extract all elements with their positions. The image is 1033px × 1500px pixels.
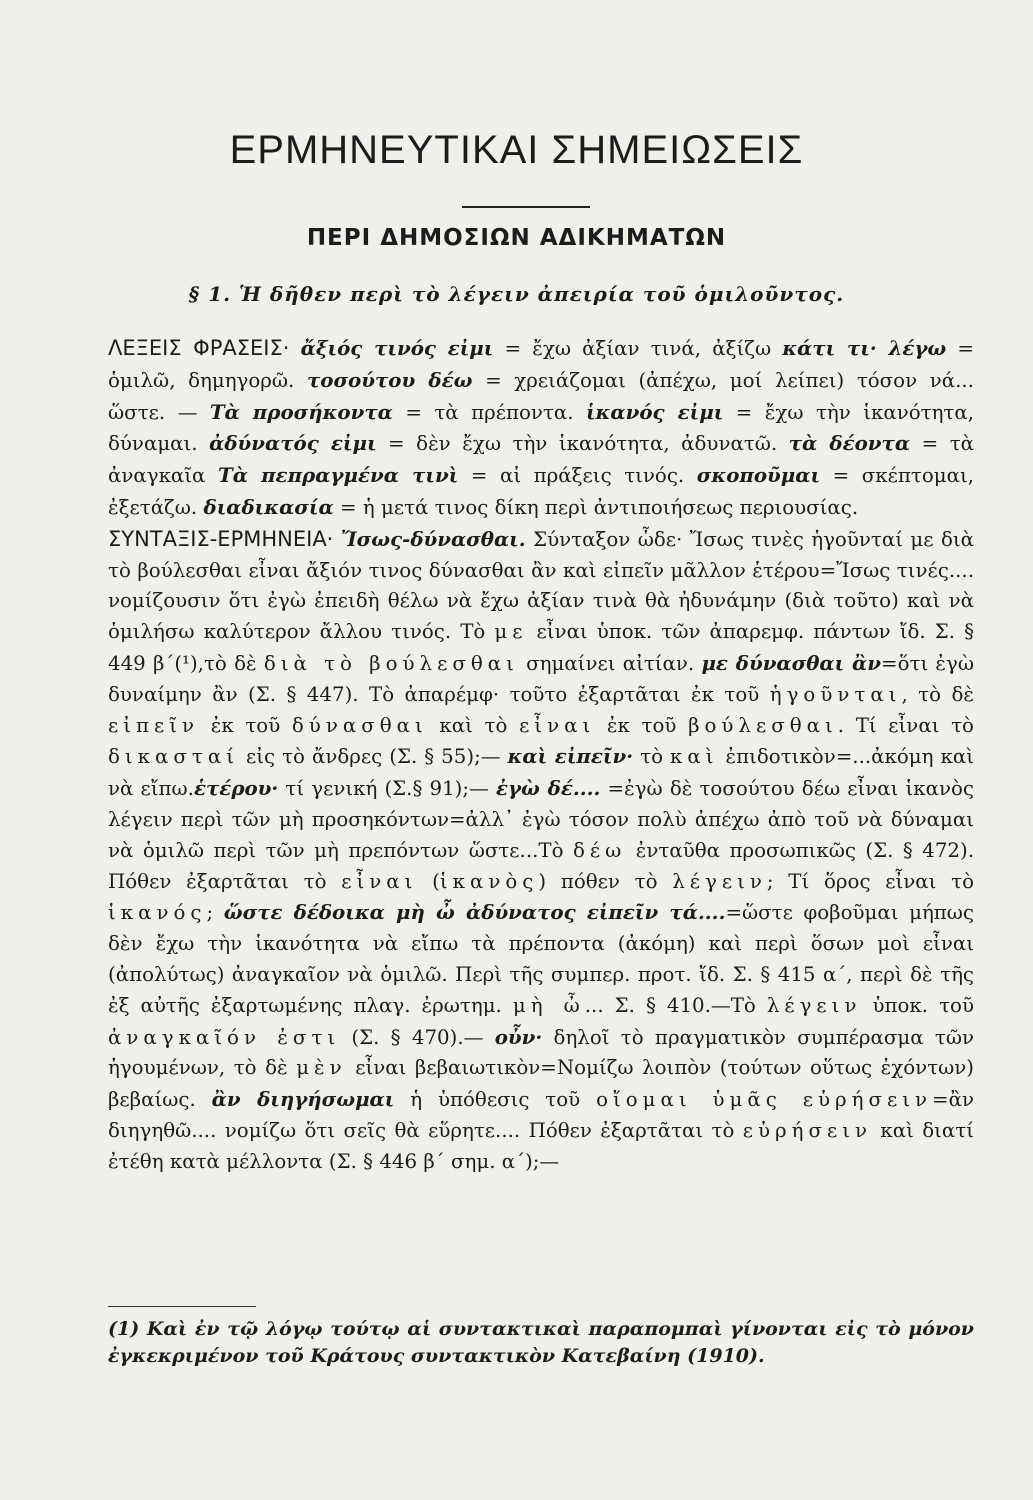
text-run: ; Τί ὅρος εἶναι τὸ <box>766 869 974 893</box>
text-run: = δὲν ἔχω τὴν ἱκανότητα, ἀδυνατῶ. <box>376 432 789 456</box>
text-run: = ἔχω ἀξίαν τινά, ἀξίζω <box>493 337 783 360</box>
spaced-run: δύνασθαι <box>291 713 428 737</box>
syntaxis-text <box>108 528 974 1173</box>
spaced-run: ἀναγκαῖόν ἐστι <box>108 1025 341 1049</box>
text-run: ἡ ὑπόθεσις τοῦ <box>394 1088 597 1112</box>
emphasis-run: καὶ εἰπεῖν· <box>507 744 634 769</box>
emphasis-run: Τὰ πεπραγμένα τινὶ <box>217 463 459 488</box>
title-rule <box>462 206 590 208</box>
text-run: = χρειάζομαι (ἀπέχω, μοί λείπει) τόσον νά... ὥστε. — <box>108 368 974 424</box>
spaced-run: μὴ ὦ <box>512 993 585 1017</box>
spaced-run: δέω <box>572 838 627 862</box>
text-run: = τὰ ἀναγκαῖα <box>108 432 975 488</box>
emphasis-run: Τὰ προσήκοντα <box>209 399 393 424</box>
text-run: σημαίνει αἰτίαν. <box>518 651 702 675</box>
footnote-rule <box>108 1306 256 1307</box>
text-run: = ἡ μετά τινος δίκη περὶ ἀντιποιήσεως περιουσίας. <box>333 495 859 519</box>
spaced-run: εἶναι <box>519 713 596 737</box>
spaced-run: καὶ <box>670 745 719 769</box>
emphasis-run: με δύνασθαι ἂν <box>701 650 882 675</box>
text-run: =ὥστε φοβοῦμαι μήπως δὲν ἔχω τὴν ἱκανότητα νὰ εἴπω τὰ πρέποντα (ἀκόμη) καὶ περὶ ὅσων μοὶ εἶναι (ἀπολύτως) ἀναγκαῖον νὰ ὁμιλῶ. Περὶ τῆς συμπερ. προτ. ἴδ. Σ. § 415 α΄, περὶ δὲ τῆς ἐξ αὐτῆς ἐξαρτωμένης πλαγ. ἐρωτημ. <box>108 901 974 1017</box>
lexeis-label: ΛΕΞΕΙΣ ΦΡΑΣΕΙΣ· <box>108 336 290 360</box>
spaced-run: λέγειν <box>672 869 767 893</box>
text-run: ( <box>417 869 440 893</box>
text-run: εἶναι ὑποκ. τῶν ἀπαρεμφ. πάντων ἴδ. Σ. § 449 β΄(¹),τὸ δὲ <box>108 620 974 675</box>
spaced-run: ἱκανὸς <box>439 869 539 893</box>
text-run: καὶ τὸ <box>427 713 520 737</box>
text-run: =ἂν διηγηθῶ.... νομίζω ὅτι σεῖς θὰ εὕρητε.... Πόθεν ἐξαρτᾶται τὸ <box>108 1088 974 1142</box>
text-run: = τὰ πρέποντα. <box>392 400 586 424</box>
page-title: ΕΡΜΗΝΕΥΤΙΚΑΙ ΣΗΜΕΙΩΣΕΙΣ <box>229 128 804 172</box>
text-run: =ὅτι ἐγὼ δυναίμην ἂν (Σ. § 447). Τὸ ἀπαρέμφ· τοῦτο ἐξαρτᾶται ἐκ τοῦ <box>108 651 975 706</box>
text-run: ἐνταῦθα προσωπικῶς (Σ. § 472). Πόθεν ἐξαρτᾶται τὸ <box>108 838 974 893</box>
emphasis-run: τοσούτου δέω <box>306 367 473 392</box>
emphasis-run: διαδικασία <box>203 494 334 519</box>
text-run: ἐκ τοῦ <box>595 713 689 737</box>
text-run: ὑποκ. τοῦ <box>861 993 974 1017</box>
syntaxis-label: ΣΥΝΤΑΞΙΣ-ΕΡΜΗΝΕΙΑ· <box>108 526 334 551</box>
emphasis-run: ἀδύνατός εἰμι <box>209 431 377 456</box>
text-run: . Τί εἶναι τὸ <box>837 713 974 737</box>
emphasis-run: Ἴσως-δύνασθαι. <box>340 526 526 551</box>
text-run: ἐπιδοτικὸν=...ἀκόμη καὶ νὰ εἴπω. <box>108 745 974 801</box>
text-run: ; <box>206 901 224 925</box>
text-run: εἰς τὸ ἄνδρες (Σ. § 55);— <box>238 745 508 769</box>
text-run: Σύνταξον ὧδε· Ἴσως τινὲς ἡγοῦνταί με διὰ τὸ βούλεσθαι εἶναι ἄξιόν τινος δύνασθαι ἂν καὶ εἰπεῖν μᾶλλον ἑτέρου=Ἴσως τινές.... νομίζουσιν ὅτι ἐγὼ ἐπειδὴ θέλω νὰ ἔχω ἀξίαν τινὰ θὰ ἠδυνάμην (διὰ τοῦτο) καὶ νὰ ὁμιλήσω καλύτερον ἄλλου τινός. Τὸ <box>108 527 974 644</box>
lexeis-paragraph <box>108 333 974 524</box>
text-run: (Σ. § 470).— <box>340 1025 495 1049</box>
text-run: =ἐγὼ δὲ τοσούτου δέω εἶναι ἱκανὸς λέγειν περὶ τῶν μὴ προσηκόντων=ἀλλ᾽ ἐγὼ τόσον πολὺ ἀπέχω ἀπὸ τοῦ νὰ δύναμαι νὰ ὁμιλῶ περὶ τῶν μὴ πρεπόντων ὥστε...Τὸ <box>108 777 975 862</box>
text-run: δηλοῖ τὸ πραγματικὸν συμπέρασμα τῶν ἡγουμένων, τὸ δὲ <box>108 1025 974 1080</box>
spaced-run: λέγειν <box>766 993 862 1017</box>
text-run: = σκέπτομαι, ἐξετάζω. <box>108 464 974 519</box>
text-run: ἐκ τοῦ <box>199 713 292 737</box>
spaced-run: με <box>494 620 528 644</box>
footnote: (1) Καὶ ἐν τῷ λόγῳ τούτῳ αἱ συντακτικαὶ παραπομπαὶ γίνονται εἰς τὸ μόνον ἐγκεκριμένον τοῦ Κράτους συντακτικὸν Κατεβαίνη (1910). <box>108 1318 974 1367</box>
spaced-run: βούλεσθαι <box>688 713 838 737</box>
spaced-run: οἴομαι ὑμᾶς εὑρήσειν <box>596 1088 933 1112</box>
text-run: ... Σ. § 410.—Τὸ <box>584 993 767 1017</box>
text-run: εἶναι βεβαιωτικὸν=Νομίζω λοιπὸν (τούτων οὕτως ἐχόντων) βεβαίως. <box>108 1056 975 1112</box>
spaced-run: εἰπεῖν <box>108 713 200 737</box>
text-run: = αἱ πράξεις τινός. <box>458 464 697 488</box>
emphasis-run: ἂν διηγήσωμαι <box>211 1087 395 1112</box>
text-run: , τὸ δὲ <box>901 682 974 706</box>
text-run: = ὁμιλῶ, δημηγορῶ. <box>108 337 974 392</box>
spaced-run: μὲν <box>296 1056 347 1080</box>
spaced-run: εὑρήσειν <box>742 1118 873 1142</box>
text-run: καὶ διατί ἐτέθη κατὰ μέλλοντα (Σ. § 446 β΄ σημ. α΄);— <box>108 1118 974 1173</box>
emphasis-run: οὖν· <box>494 1024 543 1049</box>
chapter-subtitle: ΠΕΡΙ ΔΗΜΟΣΙΩΝ ΑΔΙΚΗΜΑΤΩΝ <box>306 225 727 251</box>
spaced-run: δικασταί <box>108 745 239 769</box>
emphasis-run: ἑτέρου· <box>193 776 279 801</box>
emphasis-run: ἱκανός εἰμι <box>585 399 724 424</box>
text-run: τί γενική (Σ.§ 91);— <box>278 777 496 801</box>
syntaxis-paragraph <box>108 524 974 1178</box>
section-heading: § 1. Ἡ δῆθεν περὶ τὸ λέγειν ἀπειρία τοῦ ὁμιλοῦντος. <box>188 282 845 306</box>
emphasis-run: ἄξιός τινός εἰμι <box>300 336 494 360</box>
body-text <box>108 333 974 1178</box>
lexeis-text <box>108 337 974 519</box>
emphasis-run: τὰ δέοντα <box>788 431 911 456</box>
emphasis-run: ἐγὼ δέ.... <box>495 776 601 801</box>
spaced-run: ἡγοῦνται <box>769 682 902 706</box>
spaced-run: διὰ τὸ βούλεσθαι <box>263 651 519 675</box>
emphasis-run: ὥστε δέδοικα μὴ ὦ ἀδύνατος εἰπεῖν τά.... <box>223 900 726 925</box>
text-run: = ἔχω τὴν ἱκανότητα, δύναμαι. <box>108 400 975 456</box>
spaced-run: ἱκανός <box>108 901 207 925</box>
spaced-run: εἶναι <box>341 869 418 893</box>
emphasis-run: σκοποῦμαι <box>696 463 821 488</box>
text-run: τὸ <box>633 745 671 769</box>
text-run: ) πόθεν τὸ <box>538 869 673 893</box>
emphasis-run: κάτι τι· λέγω <box>782 336 947 360</box>
